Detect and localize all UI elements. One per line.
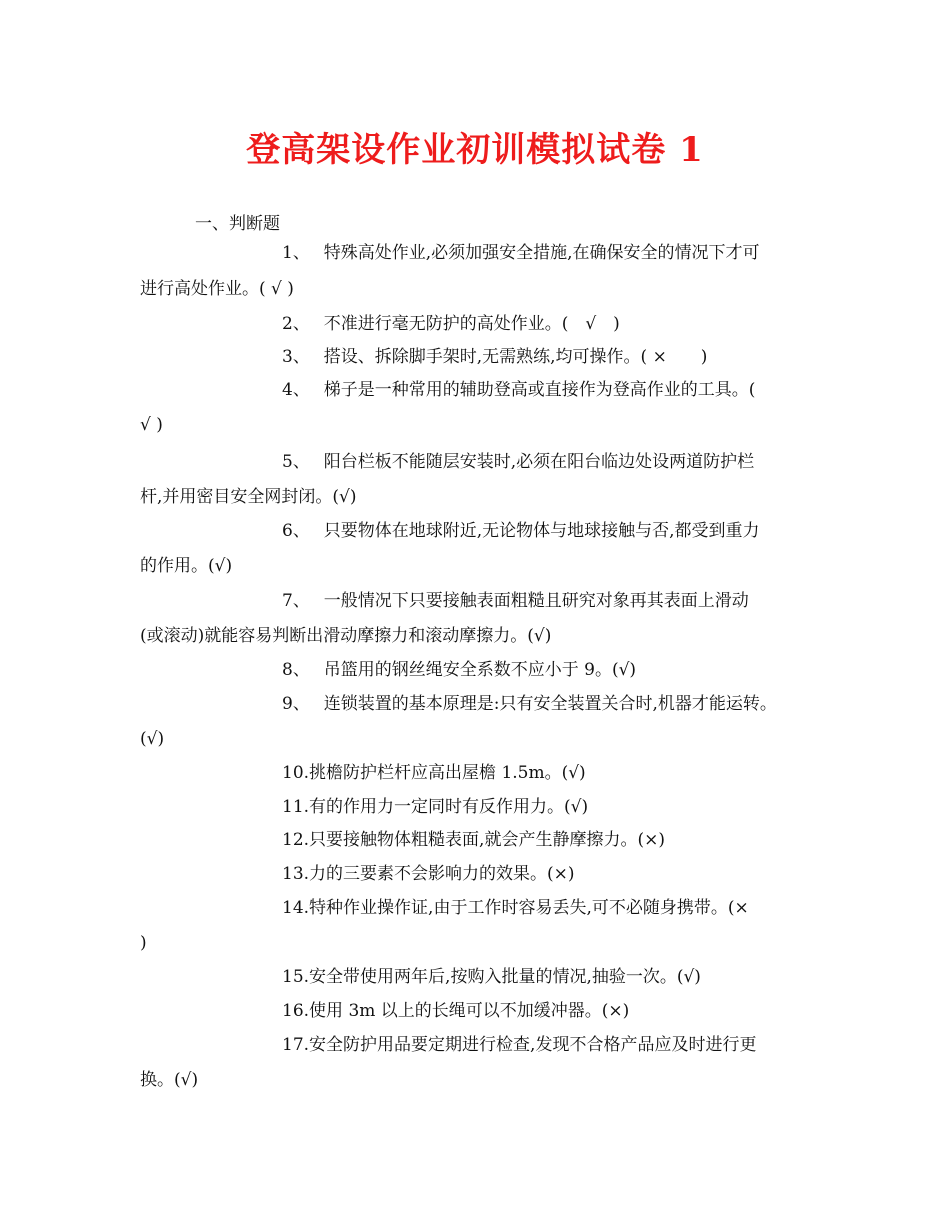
question-6-line-1: 6、 只要物体在地球附近,无论物体与地球接触与否,都受到重力 [282, 521, 760, 541]
question-9-line-2: (√) [140, 729, 165, 749]
question-17-line-1: 17.安全防护用品要定期进行检查,发现不合格产品应及时进行更 [282, 1035, 757, 1055]
question-2-line-1: 2、 不准进行毫无防护的高处作业。( √ ) [282, 314, 620, 334]
question-12-line-1: 12.只要接触物体粗糙表面,就会产生静摩擦力。(×) [282, 830, 665, 850]
question-4-line-2: √ ) [140, 415, 163, 435]
page-title: 登高架设作业初训模拟试卷 1 [246, 130, 704, 170]
question-8-line-1: 8、 吊篮用的钢丝绳安全系数不应小于 9。(√) [282, 660, 637, 680]
question-5-line-2: 杆,并用密目安全网封闭。(√) [140, 487, 357, 507]
question-5-line-1: 5、 阳台栏板不能随层安装时,必须在阳台临边处设两道防护栏 [282, 452, 755, 472]
question-14-line-1: 14.特种作业操作证,由于工作时容易丢失,可不必随身携带。(× [282, 898, 749, 918]
question-9-line-1: 9、 连锁装置的基本原理是:只有安全装置关合时,机器才能运转。 [282, 694, 777, 714]
question-10-line-1: 10.挑檐防护栏杆应高出屋檐 1.5m。(√) [282, 763, 586, 783]
question-7-line-2: (或滚动)就能容易判断出滑动摩擦力和滚动摩擦力。(√) [140, 626, 552, 646]
question-1-line-2: 进行高处作业。( √ ) [140, 279, 294, 299]
question-14-line-2: ) [140, 933, 147, 953]
question-17-line-2: 换。(√) [140, 1070, 199, 1090]
question-13-line-1: 13.力的三要素不会影响力的效果。(×) [282, 864, 575, 884]
question-4-line-1: 4、 梯子是一种常用的辅助登高或直接作为登高作业的工具。( [282, 380, 756, 400]
question-6-line-2: 的作用。(√) [140, 556, 233, 576]
question-1-line-1: 1、 特殊高处作业,必须加强安全措施,在确保安全的情况下才可 [282, 243, 760, 263]
question-16-line-1: 16.使用 3m 以上的长绳可以不加缓冲器。(×) [282, 1001, 630, 1021]
question-7-line-1: 7、 一般情况下只要接触表面粗糙且研究对象再其表面上滑动 [282, 591, 749, 611]
question-11-line-1: 11.有的作用力一定同时有反作用力。(√) [282, 797, 589, 817]
section-heading: 一、判断题 [195, 214, 280, 234]
question-15-line-1: 15.安全带使用两年后,按购入批量的情况,抽验一次。(√) [282, 967, 701, 987]
question-3-line-1: 3、 搭设、拆除脚手架时,无需熟练,均可操作。( × ) [282, 347, 708, 367]
